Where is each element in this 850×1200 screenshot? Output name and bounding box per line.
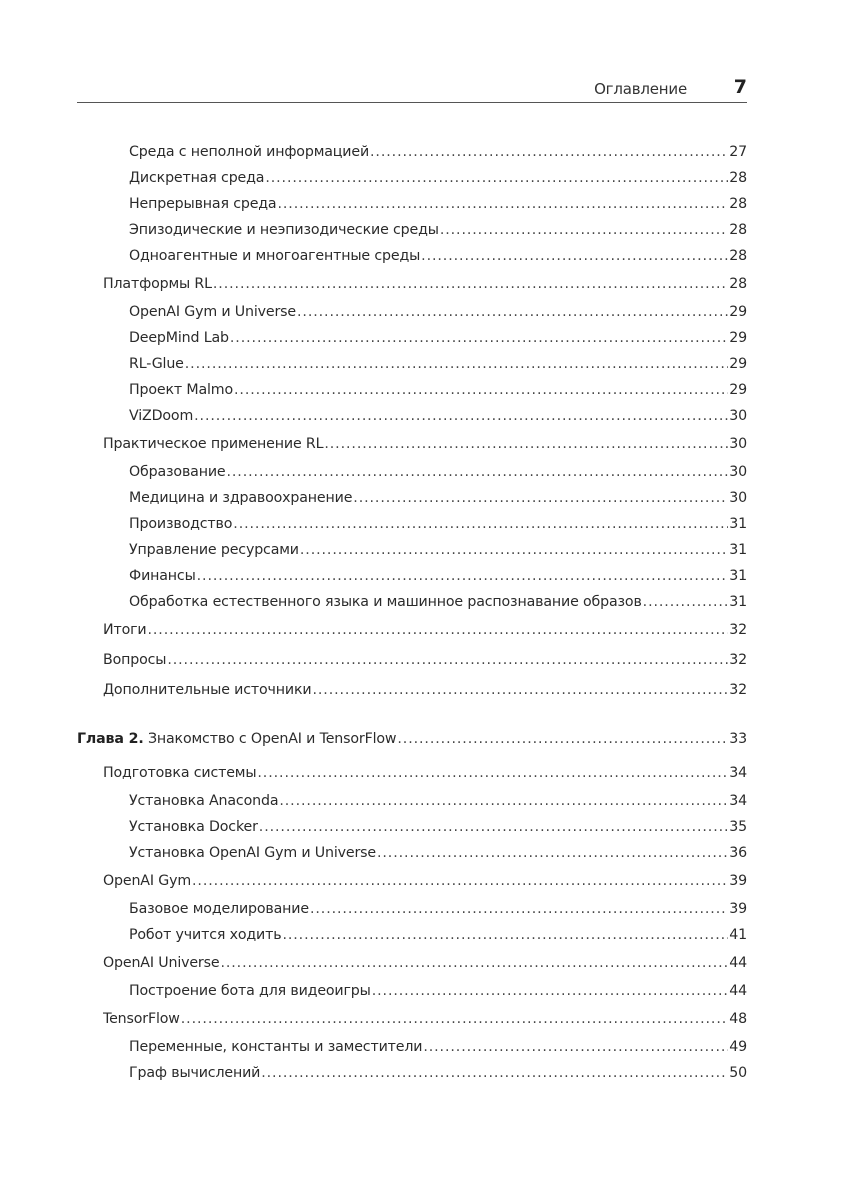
toc-entry — [129, 194, 747, 214]
toc-entry-text: Практическое применение RL — [103, 436, 324, 452]
toc-entry-text: Установка OpenAI Gym и Universe — [129, 845, 376, 861]
toc-entry — [103, 274, 747, 294]
toc-entry-page: 32 — [729, 622, 747, 638]
dot-leader — [213, 274, 728, 294]
toc-entry-text: Обработка естественного языка и машинное распознавание образов — [129, 594, 642, 610]
dot-leader — [370, 142, 728, 162]
chapter-label: Глава 2. — [77, 731, 144, 747]
toc-entry-text: Проект Malmo — [129, 382, 234, 398]
toc-entry-title — [129, 514, 232, 534]
toc-entry — [129, 540, 747, 560]
dot-leader — [324, 434, 728, 454]
toc-entry-page: 36 — [729, 845, 747, 861]
dot-leader — [423, 1037, 728, 1057]
toc-entry-text: Граф вычислений — [129, 1065, 261, 1081]
toc-entry-text: Платформы RL — [103, 276, 212, 292]
toc-entry-text: Переменные, константы и заместители — [129, 1039, 423, 1055]
toc-entry-page: 39 — [729, 873, 747, 889]
toc-entry-title — [129, 899, 309, 919]
dot-leader — [377, 843, 728, 863]
toc-entry-title — [103, 1009, 180, 1029]
toc-entry-text: Вопросы — [103, 652, 167, 668]
toc-entry-text: Итоги — [103, 622, 147, 638]
toc-entry-text: Управление ресурсами — [129, 542, 299, 558]
toc-entry-title — [103, 274, 212, 294]
toc-entry — [129, 791, 747, 811]
toc-entry-page: 48 — [729, 1011, 747, 1027]
toc-entry-page: 29 — [729, 356, 747, 372]
toc-entry-page: 32 — [729, 652, 747, 668]
toc-entry-page: 28 — [729, 196, 747, 212]
toc-entry — [103, 953, 747, 973]
toc-entry-page: 28 — [729, 170, 747, 186]
toc-entry-text: OpenAI Universe — [103, 955, 220, 971]
toc-entry-title — [129, 220, 439, 240]
toc-entry-page: 39 — [729, 901, 747, 917]
toc-entry-title — [129, 981, 371, 1001]
toc-entry-page: 44 — [729, 955, 747, 971]
dot-leader — [226, 462, 728, 482]
page-number: 7 — [733, 76, 747, 98]
toc-entry-page: 30 — [729, 490, 747, 506]
dot-leader — [197, 566, 729, 586]
toc-entry-page: 30 — [729, 408, 747, 424]
toc-entry-title — [129, 354, 184, 374]
toc-entry — [129, 899, 747, 919]
toc-entry — [129, 817, 747, 837]
toc-entry — [103, 650, 747, 670]
toc-entry-text: Образование — [129, 464, 226, 480]
toc-entry-page: 28 — [729, 276, 747, 292]
dot-leader — [194, 406, 728, 426]
toc-entry — [103, 434, 747, 454]
toc-entry — [103, 620, 747, 640]
toc-entry-title — [129, 194, 276, 214]
toc-entry-page: 31 — [729, 594, 747, 610]
toc-entry-title — [129, 1037, 422, 1057]
toc-entry-title — [129, 592, 642, 612]
toc-entry-title — [129, 328, 229, 348]
dot-leader — [257, 763, 728, 783]
dot-leader — [167, 650, 728, 670]
toc-entry-page: 50 — [729, 1065, 747, 1081]
toc-entry — [129, 406, 747, 426]
dot-leader — [353, 488, 728, 508]
dot-leader — [277, 194, 728, 214]
toc-entry — [129, 592, 747, 612]
toc-entry — [129, 843, 747, 863]
toc-entry-title — [129, 246, 420, 266]
toc-entry-page: 29 — [729, 382, 747, 398]
toc-entry-text: Установка Anaconda — [129, 793, 279, 809]
toc-entry-title — [129, 142, 369, 162]
toc-entry-text: Построение бота для видеоигры — [129, 983, 371, 999]
toc-entry-page: 44 — [729, 983, 747, 999]
toc-entry-title — [103, 763, 256, 783]
toc-entry-title — [129, 302, 296, 322]
toc-entry — [129, 354, 747, 374]
toc-entry-text: Подготовка системы — [103, 765, 257, 781]
toc-entry — [129, 142, 747, 162]
toc-entry-page: 28 — [729, 248, 747, 264]
toc-entry-text: TensorFlow — [103, 1011, 180, 1027]
toc-entry-text: DeepMind Lab — [129, 330, 229, 346]
dot-leader — [192, 871, 728, 891]
toc-entry-page: 27 — [729, 144, 747, 160]
running-header-title: Оглавление — [594, 80, 687, 98]
toc-entry — [129, 981, 747, 1001]
toc-entry-title — [103, 434, 323, 454]
toc-entry — [103, 871, 747, 891]
toc-entry-title — [129, 791, 278, 811]
toc-entry-page: 49 — [729, 1039, 747, 1055]
toc-entry-text: ViZDoom — [129, 408, 194, 424]
toc-entry-text: Медицина и здравоохранение — [129, 490, 353, 506]
toc-entry-title — [129, 380, 233, 400]
toc-entry-text: Знакомство с OpenAI и TensorFlow — [147, 731, 397, 747]
toc-entry — [129, 1037, 747, 1057]
toc-entry — [129, 1063, 747, 1083]
toc-entry-title — [129, 925, 281, 945]
toc-entry — [103, 680, 747, 700]
dot-leader — [220, 953, 728, 973]
toc-entry-text: RL-Glue — [129, 356, 184, 372]
toc-entry-page: 34 — [729, 765, 747, 781]
toc-entry-title — [103, 620, 146, 640]
toc-entry-page: 35 — [729, 819, 747, 835]
toc-entry-page: 31 — [729, 516, 747, 532]
toc-entry-page: 41 — [729, 927, 747, 943]
toc-entry-title — [129, 488, 352, 508]
toc-entry-page: 32 — [729, 682, 747, 698]
toc-entry — [129, 462, 747, 482]
dot-leader — [643, 592, 729, 612]
dot-leader — [440, 220, 728, 240]
toc-entry-text: OpenAI Gym и Universe — [129, 304, 296, 320]
dot-leader — [279, 791, 728, 811]
toc-entry — [129, 566, 747, 586]
toc-entry-title — [129, 540, 299, 560]
toc-entry-text: Одноагентные и многоагентные среды — [129, 248, 421, 264]
dot-leader — [397, 729, 728, 749]
toc-entry-text: Среда с неполной информацией — [129, 144, 370, 160]
toc-entry-page: 31 — [729, 568, 747, 584]
toc-entry-text: Эпизодические и неэпизодические среды — [129, 222, 439, 238]
dot-leader — [261, 1063, 728, 1083]
toc-chapter-entry — [77, 729, 747, 749]
running-header — [77, 76, 747, 103]
dot-leader — [234, 380, 728, 400]
dot-leader — [297, 302, 728, 322]
toc-entry — [129, 246, 747, 266]
toc-entry-title — [103, 953, 219, 973]
toc-entry-title — [77, 729, 396, 749]
toc-entry-text: Дискретная среда — [129, 170, 265, 186]
toc-entry — [129, 220, 747, 240]
toc-entry-title — [103, 650, 166, 670]
dot-leader — [282, 925, 728, 945]
toc-entry-title — [129, 168, 264, 188]
dot-leader — [300, 540, 728, 560]
dot-leader — [181, 1009, 728, 1029]
dot-leader — [372, 981, 729, 1001]
dot-leader — [185, 354, 728, 374]
toc-entry-text: Установка Docker — [129, 819, 258, 835]
toc-entry — [129, 302, 747, 322]
toc-entry-title — [129, 406, 193, 426]
toc-entry-title — [129, 817, 258, 837]
dot-leader — [421, 246, 728, 266]
toc-entry — [129, 488, 747, 508]
toc-entry-text: Производство — [129, 516, 233, 532]
toc-entry-page: 30 — [729, 436, 747, 452]
toc-entry-text: OpenAI Gym — [103, 873, 192, 889]
dot-leader — [312, 680, 728, 700]
toc-entry-title — [129, 1063, 260, 1083]
toc-entry-title — [129, 843, 376, 863]
toc-entry — [129, 925, 747, 945]
toc-entry-text: Дополнительные источники — [103, 682, 312, 698]
toc-entry — [103, 1009, 747, 1029]
toc-entry-page: 30 — [729, 464, 747, 480]
toc-entry-page: 31 — [729, 542, 747, 558]
toc-entry-title — [129, 566, 196, 586]
toc-entry — [129, 328, 747, 348]
toc-entry-page: 33 — [729, 731, 747, 747]
toc-entry-title — [103, 680, 311, 700]
toc-entry-title — [129, 462, 225, 482]
dot-leader — [233, 514, 728, 534]
toc-entry-page: 28 — [729, 222, 747, 238]
toc-entry — [129, 168, 747, 188]
toc-entry-page: 29 — [729, 330, 747, 346]
toc-entry-page: 34 — [729, 793, 747, 809]
toc-entry-text: Робот учится ходить — [129, 927, 282, 943]
toc-entry-text: Финансы — [129, 568, 196, 584]
dot-leader — [147, 620, 728, 640]
toc-entry — [129, 514, 747, 534]
dot-leader — [259, 817, 728, 837]
toc-entry-text: Непрерывная среда — [129, 196, 277, 212]
toc-entry — [129, 380, 747, 400]
toc-entry — [103, 763, 747, 783]
dot-leader — [265, 168, 728, 188]
toc-entry-page: 29 — [729, 304, 747, 320]
toc-entry-title — [103, 871, 191, 891]
toc-entry-text: Базовое моделирование — [129, 901, 309, 917]
dot-leader — [230, 328, 728, 348]
dot-leader — [310, 899, 728, 919]
